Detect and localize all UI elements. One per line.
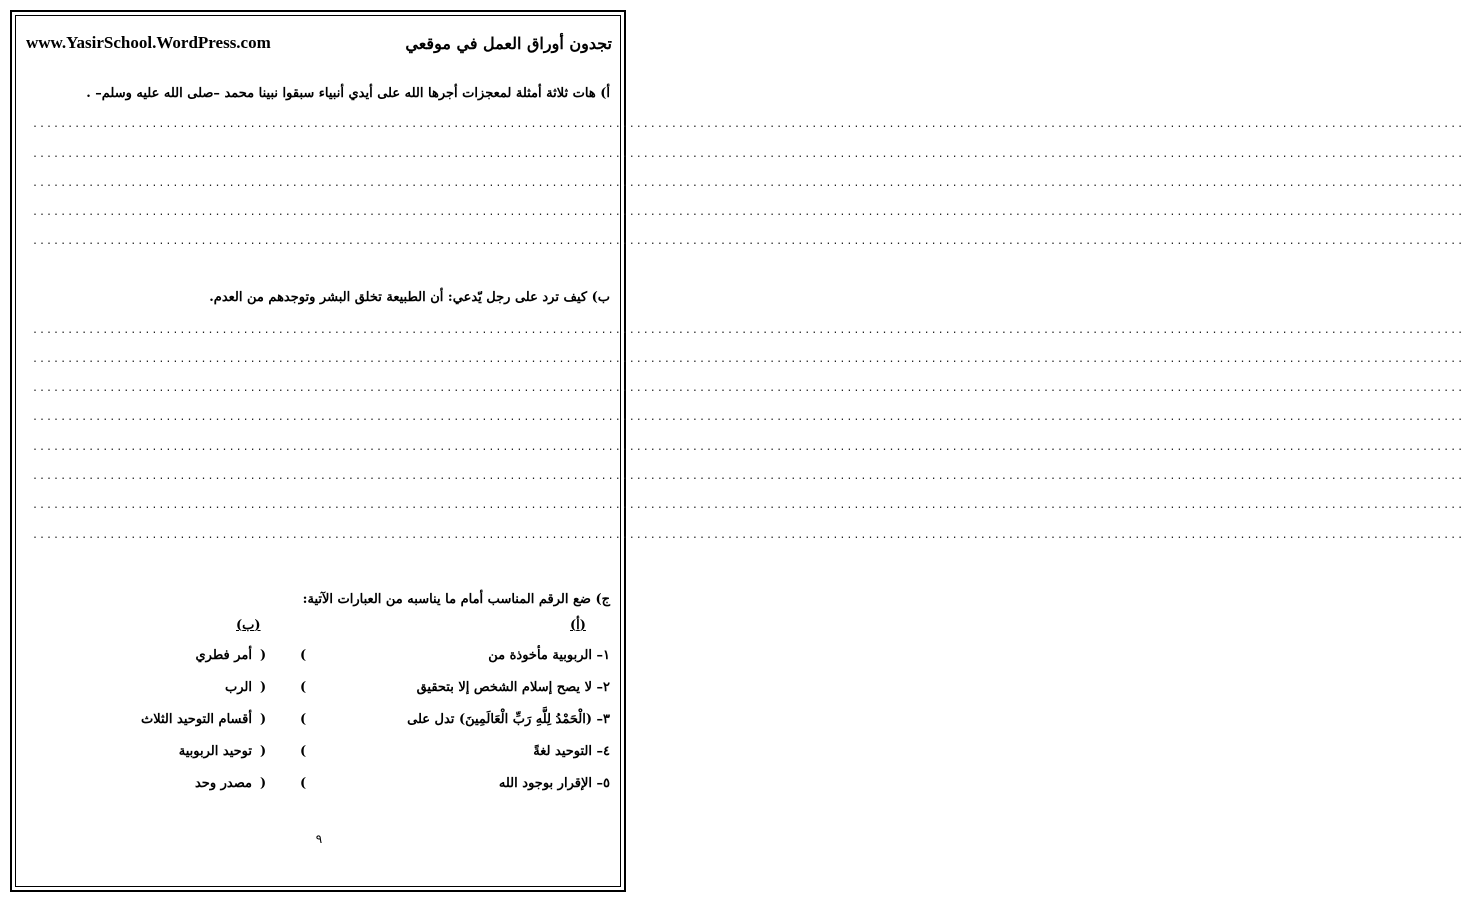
answer-line: ............................................................................................................................................................................................................ <box>32 471 1464 482</box>
answer-line: ............................................................................................................................................................................................................ <box>32 383 1464 394</box>
match-item-b-3: أقسام التوحيد الثلاث <box>141 712 252 727</box>
blank-paren-close: ) <box>260 648 267 663</box>
blank-paren-close: ) <box>260 744 267 759</box>
blank-paren-open: ( <box>300 648 307 663</box>
blank-paren-open: ( <box>300 744 307 759</box>
match-item-a-3: ٣– (الْحَمْدُ لِلَّهِ رَبِّ الْعَالَمِينَ) تدل على <box>407 712 610 727</box>
site-url: www.YasirSchool.WordPress.com <box>26 33 271 52</box>
blank-paren-open: ( <box>300 680 307 695</box>
question-a: أ) هات ثلاثة أمثلة لمعجزات أجرها الله على أيدي أنبياء سبقوا نبينا محمد –صلى الله عليه وسلم– . <box>86 86 610 101</box>
column-a-header: (أ) <box>570 618 586 633</box>
blank-paren-close: ) <box>260 776 267 791</box>
answer-line: ............................................................................................................................................................................................................ <box>32 442 1464 453</box>
blank-paren-open: ( <box>300 712 307 727</box>
blank-paren-close: ) <box>260 712 267 727</box>
blank-paren-close: ) <box>260 680 267 695</box>
match-item-b-4: توحيد الربوبية <box>178 744 252 759</box>
answer-line: ............................................................................................................................................................................................................ <box>32 354 1464 365</box>
answer-line: ............................................................................................................................................................................................................ <box>32 178 1464 189</box>
answer-line: ............................................................................................................................................................................................................ <box>32 207 1464 218</box>
match-item-a-2: ٢– لا يصح إسلام الشخص إلا بتحقيق <box>416 680 610 695</box>
match-item-b-1: أمر فطري <box>195 648 252 663</box>
match-item-b-2: الرب <box>225 680 252 695</box>
question-c: ج) ضع الرقم المناسب أمام ما يناسبه من العبارات الآتية: <box>302 592 610 607</box>
answer-line: ............................................................................................................................................................................................................ <box>32 325 1464 336</box>
answer-line: ............................................................................................................................................................................................................ <box>32 149 1464 160</box>
header-title: تجدون أوراق العمل في موقعي <box>405 33 612 53</box>
answer-line: ............................................................................................................................................................................................................ <box>32 500 1464 511</box>
question-b: ب) كيف ترد على رجل يّدعي: أن الطبيعة تخلق البشر وتوجدهم من العدم. <box>209 290 610 305</box>
blank-paren-open: ( <box>300 776 307 791</box>
page-header <box>26 30 612 56</box>
page-number: ٩ <box>315 832 323 846</box>
match-item-a-1: ١– الربوبية مأخوذة من <box>488 648 610 663</box>
answer-line: ............................................................................................................................................................................................................ <box>32 119 1464 130</box>
match-item-b-5: مصدر وحد <box>194 776 252 791</box>
answer-line: ............................................................................................................................................................................................................ <box>32 412 1464 423</box>
answer-line: ............................................................................................................................................................................................................ <box>32 236 1464 247</box>
column-b-header: (ب) <box>236 618 261 633</box>
match-item-a-4: ٤– التوحيد لغةً <box>533 744 610 759</box>
answer-line: ............................................................................................................................................................................................................ <box>32 530 1464 541</box>
match-item-a-5: ٥– الإقرار بوجود الله <box>498 776 610 791</box>
